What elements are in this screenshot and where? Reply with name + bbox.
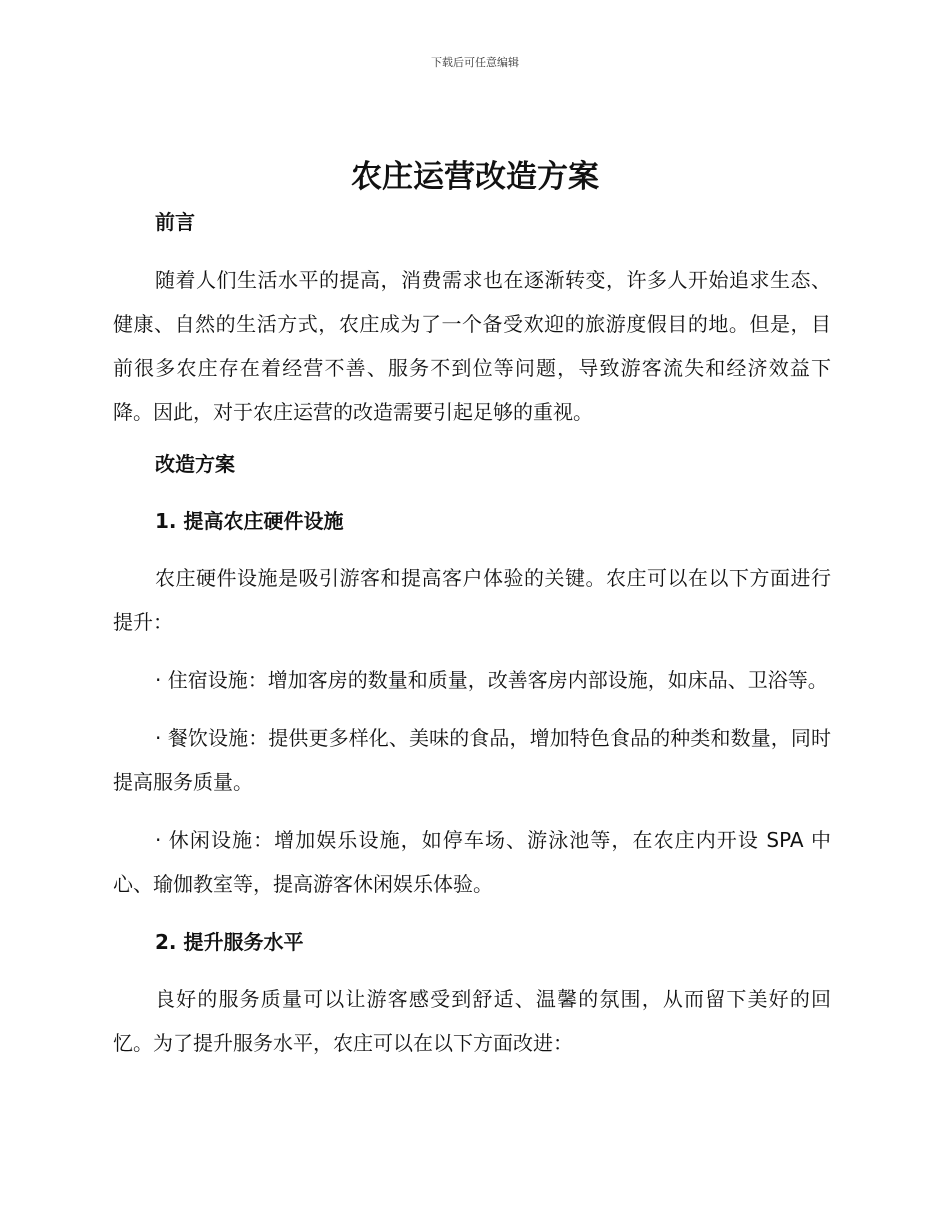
preface-paragraph: 随着人们生活水平的提高，消费需求也在逐渐转变，许多人开始追求生态、健康、自然的生活方式，农庄成为了一个备受欢迎的旅游度假目的地。但是，目前很多农庄存在着经营不善、服务不到位等问题，导致游客流失和经济效益下降。因此，对于农庄运营的改造需要引起足够的重视。 xyxy=(113,268,831,424)
section-2-heading: 2. 提升服务水平 xyxy=(155,930,304,954)
section-2-paragraph: 良好的服务质量可以让游客感受到舒适、温馨的氛围，从而留下美好的回忆。为了提升服务水平，农庄可以在以下方面改进： xyxy=(113,987,831,1055)
section-1-heading: 1. 提高农庄硬件设施 xyxy=(155,509,344,533)
header-note: 下载后可任意编辑 xyxy=(431,56,519,69)
plan-heading: 改造方案 xyxy=(155,452,235,476)
document-body xyxy=(113,200,831,1065)
bullet-leisure: · 休闲设施：增加娱乐设施，如停车场、游泳池等，在农庄内开设 SPA 中心、瑜伽教室等，提高游客休闲娱乐体验。 xyxy=(113,828,831,896)
document-title: 农庄运营改造方案 xyxy=(351,159,599,195)
bullet-lodging: · 住宿设施：增加客房的数量和质量，改善客房内部设施，如床品、卫浴等。 xyxy=(155,668,828,692)
section-1-paragraph: 农庄硬件设施是吸引游客和提高客户体验的关键。农庄可以在以下方面进行提升： xyxy=(113,566,831,634)
preface-heading: 前言 xyxy=(155,210,195,234)
bullet-dining: · 餐饮设施：提供更多样化、美味的食品，增加特色食品的种类和数量，同时提高服务质量。 xyxy=(113,726,831,794)
